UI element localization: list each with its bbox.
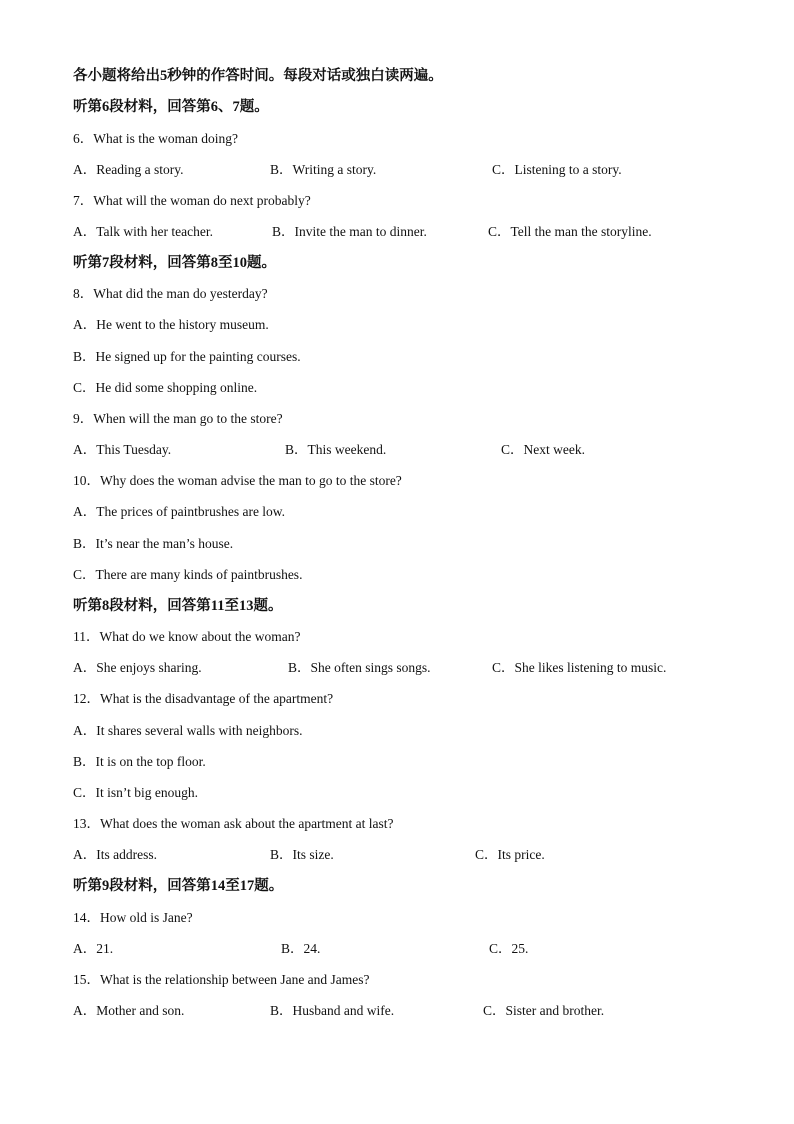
question-text: 13．What does the woman ask about the apartment at last? (73, 816, 394, 831)
section-heading: 听第9段材料，回答第14至17题。 (73, 878, 284, 894)
option-a: A．It shares several walls with neighbors. (73, 723, 303, 738)
question-text: 8．What did the man do yesterday? (73, 286, 268, 301)
option-a: A．This Tuesday. (73, 442, 172, 457)
option-a: A．Reading a story. (73, 162, 184, 177)
option-c: C．Its price. (475, 847, 545, 862)
option-c: C．Tell the man the storyline. (488, 224, 652, 239)
option-c: C．Listening to a story. (492, 162, 622, 177)
option-a: A．Mother and son. (73, 1003, 185, 1018)
option-c: C．He did some shopping online. (73, 380, 258, 395)
option-c: C．It isn’t big enough. (73, 785, 199, 800)
section-heading: 听第7段材料，回答第8至10题。 (73, 255, 276, 271)
option-a: A．She enjoys sharing. (73, 660, 202, 675)
option-b: B．This weekend. (285, 442, 387, 457)
option-b: B．Invite the man to dinner. (272, 224, 427, 239)
option-a: A．He went to the history museum. (73, 317, 269, 332)
section-heading: 听第8段材料，回答第11至13题。 (73, 598, 283, 614)
option-b: B．It’s near the man’s house. (73, 536, 234, 551)
question-text: 6．What is the woman doing? (73, 131, 238, 146)
intro-text: 各小题将给出5秒钟的作答时间。每段对话或独白读两遍。 (73, 68, 443, 84)
question-text: 10．Why does the woman advise the man to go to the store? (73, 473, 402, 488)
question-text: 11．What do we know about the woman? (73, 629, 301, 644)
option-b: B．It is on the top floor. (73, 754, 206, 769)
option-a: A．The prices of paintbrushes are low. (73, 504, 286, 519)
option-c: C．Next week. (501, 442, 585, 457)
question-text: 15．What is the relationship between Jane and James? (73, 972, 370, 987)
question-text: 14．How old is Jane? (73, 910, 193, 925)
question-text: 12．What is the disadvantage of the apartment? (73, 691, 334, 706)
option-c: C．There are many kinds of paintbrushes. (73, 567, 303, 582)
option-b: B．Husband and wife. (270, 1003, 395, 1018)
option-b: B．24. (281, 941, 321, 956)
option-c: C．She likes listening to music. (492, 660, 667, 675)
option-a: A．21. (73, 941, 114, 956)
section-heading: 听第6段材料，回答第6、7题。 (73, 99, 269, 115)
option-c: C．25. (489, 941, 529, 956)
question-text: 9．When will the man go to the store? (73, 411, 283, 426)
option-a: A．Talk with her teacher. (73, 224, 214, 239)
option-b: B．Writing a story. (270, 162, 377, 177)
question-text: 7．What will the woman do next probably? (73, 193, 311, 208)
option-b: B．She often sings songs. (288, 660, 431, 675)
option-c: C．Sister and brother. (483, 1003, 605, 1018)
option-b: B．He signed up for the painting courses. (73, 349, 301, 364)
option-b: B．Its size. (270, 847, 334, 862)
option-a: A．Its address. (73, 847, 157, 862)
